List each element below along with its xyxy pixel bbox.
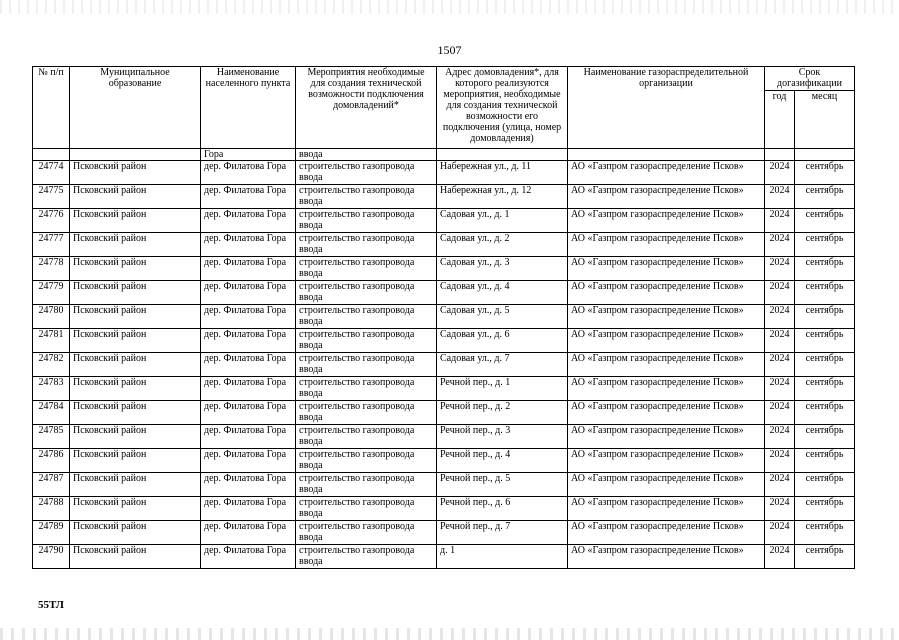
cell-month: сентябрь bbox=[795, 305, 855, 329]
cell-month: сентябрь bbox=[795, 353, 855, 377]
cell-measure: строительство газопровода ввода bbox=[296, 257, 437, 281]
cell-year: 2024 bbox=[765, 425, 795, 449]
cell-org: АО «Газпром газораспределение Псков» bbox=[568, 521, 765, 545]
cell-org: АО «Газпром газораспределение Псков» bbox=[568, 185, 765, 209]
cell-num: 24787 bbox=[33, 473, 70, 497]
cell-settlement: дер. Филатова Гора bbox=[201, 377, 296, 401]
table-row bbox=[33, 329, 855, 353]
header-deadline: Срок догазификации bbox=[765, 67, 855, 91]
cell-org: АО «Газпром газораспределение Псков» bbox=[568, 377, 765, 401]
header-month: месяц bbox=[795, 91, 855, 149]
cell-settlement: дер. Филатова Гора bbox=[201, 209, 296, 233]
cell-municipality: Псковский район bbox=[70, 497, 201, 521]
cell-year: 2024 bbox=[765, 497, 795, 521]
cell-measure: строительство газопровода ввода bbox=[296, 425, 437, 449]
page-number: 1507 bbox=[437, 43, 462, 57]
table-row bbox=[33, 161, 855, 185]
table-row bbox=[33, 521, 855, 545]
cell-measure: строительство газопровода ввода bbox=[296, 353, 437, 377]
cell-num: 24776 bbox=[33, 209, 70, 233]
table-row-continued bbox=[33, 149, 855, 161]
cell-address: Речной пер., д. 7 bbox=[437, 521, 568, 545]
cell-num: 24781 bbox=[33, 329, 70, 353]
cell-measure: строительство газопровода ввода bbox=[296, 377, 437, 401]
cell-year: 2024 bbox=[765, 209, 795, 233]
cell-municipality: Псковский район bbox=[70, 353, 201, 377]
cell-num: 24789 bbox=[33, 521, 70, 545]
cell-settlement: дер. Филатова Гора bbox=[201, 233, 296, 257]
cell-num: 24775 bbox=[33, 185, 70, 209]
header-num: № п/п bbox=[33, 67, 70, 149]
cell-address: д. 1 bbox=[437, 545, 568, 569]
cell-num: 24780 bbox=[33, 305, 70, 329]
cell-measure: ввода bbox=[296, 149, 437, 161]
cell-num: 24784 bbox=[33, 401, 70, 425]
cell-measure: строительство газопровода ввода bbox=[296, 497, 437, 521]
cell-municipality: Псковский район bbox=[70, 377, 201, 401]
header-year: год bbox=[765, 91, 795, 149]
cell-municipality: Псковский район bbox=[70, 329, 201, 353]
cell-month: сентябрь bbox=[795, 281, 855, 305]
cell-month: сентябрь bbox=[795, 329, 855, 353]
table-row bbox=[33, 257, 855, 281]
table-row bbox=[33, 377, 855, 401]
cell-address: Речной пер., д. 5 bbox=[437, 473, 568, 497]
cell-address: Садовая ул., д. 7 bbox=[437, 353, 568, 377]
header-measures: Мероприятия необходимые для создания технической возможности подключения домовладений* bbox=[296, 67, 437, 149]
cell-municipality: Псковский район bbox=[70, 449, 201, 473]
cell-settlement: дер. Филатова Гора bbox=[201, 473, 296, 497]
cell-org: АО «Газпром газораспределение Псков» bbox=[568, 233, 765, 257]
table-row bbox=[33, 281, 855, 305]
cell-address: Набережная ул., д. 12 bbox=[437, 185, 568, 209]
cell-org: АО «Газпром газораспределение Псков» bbox=[568, 281, 765, 305]
cell-num: 24779 bbox=[33, 281, 70, 305]
header-municipality: Муниципальное образование bbox=[70, 67, 201, 149]
cell-year: 2024 bbox=[765, 257, 795, 281]
cell-municipality: Псковский район bbox=[70, 425, 201, 449]
table-row bbox=[33, 449, 855, 473]
cell-org: АО «Газпром газораспределение Псков» bbox=[568, 305, 765, 329]
cell-month: сентябрь bbox=[795, 233, 855, 257]
cell-org: АО «Газпром газораспределение Псков» bbox=[568, 425, 765, 449]
cell-municipality: Псковский район bbox=[70, 473, 201, 497]
cell-measure: строительство газопровода ввода bbox=[296, 185, 437, 209]
cell-num: 24783 bbox=[33, 377, 70, 401]
cell-address: Речной пер., д. 1 bbox=[437, 377, 568, 401]
cell-settlement: дер. Филатова Гора bbox=[201, 497, 296, 521]
cell-month: сентябрь bbox=[795, 449, 855, 473]
cell-settlement: дер. Филатова Гора bbox=[201, 449, 296, 473]
cell-settlement: дер. Филатова Гора bbox=[201, 257, 296, 281]
cell-measure: строительство газопровода ввода bbox=[296, 209, 437, 233]
cell-settlement: дер. Филатова Гора bbox=[201, 185, 296, 209]
cell-address: Садовая ул., д. 4 bbox=[437, 281, 568, 305]
cell-org: АО «Газпром газораспределение Псков» bbox=[568, 329, 765, 353]
cell-measure: строительство газопровода ввода bbox=[296, 161, 437, 185]
cell-year: 2024 bbox=[765, 233, 795, 257]
header-settlement: Наименование населенного пункта bbox=[201, 67, 296, 149]
cell-address: Садовая ул., д. 1 bbox=[437, 209, 568, 233]
cell-month: сентябрь bbox=[795, 521, 855, 545]
table-row bbox=[33, 185, 855, 209]
cell-org: АО «Газпром газораспределение Псков» bbox=[568, 545, 765, 569]
table-row bbox=[33, 209, 855, 233]
scan-noise-top bbox=[0, 0, 899, 14]
cell-year: 2024 bbox=[765, 545, 795, 569]
cell-num: 24786 bbox=[33, 449, 70, 473]
cell-num: 24778 bbox=[33, 257, 70, 281]
cell-org: АО «Газпром газораспределение Псков» bbox=[568, 353, 765, 377]
cell-month: сентябрь bbox=[795, 401, 855, 425]
cell-year: 2024 bbox=[765, 401, 795, 425]
cell-settlement: дер. Филатова Гора bbox=[201, 329, 296, 353]
table-row bbox=[33, 305, 855, 329]
cell-address: Садовая ул., д. 2 bbox=[437, 233, 568, 257]
gasification-table bbox=[32, 66, 855, 569]
cell-municipality: Псковский район bbox=[70, 209, 201, 233]
cell-address: Садовая ул., д. 6 bbox=[437, 329, 568, 353]
cell-measure: строительство газопровода ввода bbox=[296, 233, 437, 257]
cell-org: АО «Газпром газораспределение Псков» bbox=[568, 401, 765, 425]
cell-year: 2024 bbox=[765, 329, 795, 353]
cell-num: 24777 bbox=[33, 233, 70, 257]
cell-measure: строительство газопровода ввода bbox=[296, 473, 437, 497]
cell-org: АО «Газпром газораспределение Псков» bbox=[568, 161, 765, 185]
cell-address: Речной пер., д. 2 bbox=[437, 401, 568, 425]
table-row bbox=[33, 401, 855, 425]
cell-num: 24790 bbox=[33, 545, 70, 569]
cell-address: Речной пер., д. 4 bbox=[437, 449, 568, 473]
header-address: Адрес домовладения*, для которого реализуются мероприятия, необходимые для создания технической возможности его подключения (улица, номер домовладения) bbox=[437, 67, 568, 149]
cell-month: сентябрь bbox=[795, 377, 855, 401]
cell-org: АО «Газпром газораспределение Псков» bbox=[568, 449, 765, 473]
table-row bbox=[33, 473, 855, 497]
table-row bbox=[33, 545, 855, 569]
cell-municipality: Псковский район bbox=[70, 257, 201, 281]
cell-year: 2024 bbox=[765, 281, 795, 305]
cell-settlement: дер. Филатова Гора bbox=[201, 353, 296, 377]
cell-settlement: Гора bbox=[201, 149, 296, 161]
cell-org: АО «Газпром газораспределение Псков» bbox=[568, 497, 765, 521]
cell-settlement: дер. Филатова Гора bbox=[201, 545, 296, 569]
table-row bbox=[33, 353, 855, 377]
cell-settlement: дер. Филатова Гора bbox=[201, 161, 296, 185]
cell-municipality: Псковский район bbox=[70, 521, 201, 545]
cell-month: сентябрь bbox=[795, 545, 855, 569]
cell-address: Садовая ул., д. 5 bbox=[437, 305, 568, 329]
cell-month: сентябрь bbox=[795, 161, 855, 185]
header-org: Наименование газораспределительной организации bbox=[568, 67, 765, 149]
cell-year: 2024 bbox=[765, 473, 795, 497]
cell-org: АО «Газпром газораспределение Псков» bbox=[568, 257, 765, 281]
cell-measure: строительство газопровода ввода bbox=[296, 281, 437, 305]
cell-measure: строительство газопровода ввода bbox=[296, 329, 437, 353]
cell-municipality: Псковский район bbox=[70, 401, 201, 425]
table-row bbox=[33, 233, 855, 257]
cell-municipality: Псковский район bbox=[70, 233, 201, 257]
table-row bbox=[33, 425, 855, 449]
scan-noise-bottom bbox=[0, 628, 899, 640]
cell-year: 2024 bbox=[765, 305, 795, 329]
cell-year: 2024 bbox=[765, 521, 795, 545]
cell-month: сентябрь bbox=[795, 257, 855, 281]
cell-year: 2024 bbox=[765, 353, 795, 377]
cell-num: 24785 bbox=[33, 425, 70, 449]
cell-measure: строительство газопровода ввода bbox=[296, 449, 437, 473]
cell-year: 2024 bbox=[765, 377, 795, 401]
cell-municipality: Псковский район bbox=[70, 545, 201, 569]
cell-settlement: дер. Филатова Гора bbox=[201, 305, 296, 329]
document-code: 55ТЛ bbox=[38, 599, 64, 611]
cell-year: 2024 bbox=[765, 161, 795, 185]
cell-measure: строительство газопровода ввода bbox=[296, 521, 437, 545]
cell-address: Речной пер., д. 3 bbox=[437, 425, 568, 449]
cell-org: АО «Газпром газораспределение Псков» bbox=[568, 473, 765, 497]
cell-municipality: Псковский район bbox=[70, 281, 201, 305]
cell-org: АО «Газпром газораспределение Псков» bbox=[568, 209, 765, 233]
cell-year: 2024 bbox=[765, 449, 795, 473]
cell-month: сентябрь bbox=[795, 473, 855, 497]
cell-num: 24788 bbox=[33, 497, 70, 521]
cell-month: сентябрь bbox=[795, 185, 855, 209]
cell-measure: строительство газопровода ввода bbox=[296, 545, 437, 569]
cell-month: сентябрь bbox=[795, 425, 855, 449]
cell-num: 24782 bbox=[33, 353, 70, 377]
cell-municipality: Псковский район bbox=[70, 305, 201, 329]
cell-num: 24774 bbox=[33, 161, 70, 185]
cell-settlement: дер. Филатова Гора bbox=[201, 281, 296, 305]
cell-month: сентябрь bbox=[795, 209, 855, 233]
cell-settlement: дер. Филатова Гора bbox=[201, 521, 296, 545]
table-row bbox=[33, 497, 855, 521]
cell-measure: строительство газопровода ввода bbox=[296, 401, 437, 425]
cell-address: Садовая ул., д. 3 bbox=[437, 257, 568, 281]
cell-address: Набережная ул., д. 11 bbox=[437, 161, 568, 185]
cell-municipality: Псковский район bbox=[70, 161, 201, 185]
cell-year: 2024 bbox=[765, 185, 795, 209]
cell-measure: строительство газопровода ввода bbox=[296, 305, 437, 329]
cell-settlement: дер. Филатова Гора bbox=[201, 401, 296, 425]
cell-address: Речной пер., д. 6 bbox=[437, 497, 568, 521]
cell-settlement: дер. Филатова Гора bbox=[201, 425, 296, 449]
cell-municipality: Псковский район bbox=[70, 185, 201, 209]
cell-month: сентябрь bbox=[795, 497, 855, 521]
